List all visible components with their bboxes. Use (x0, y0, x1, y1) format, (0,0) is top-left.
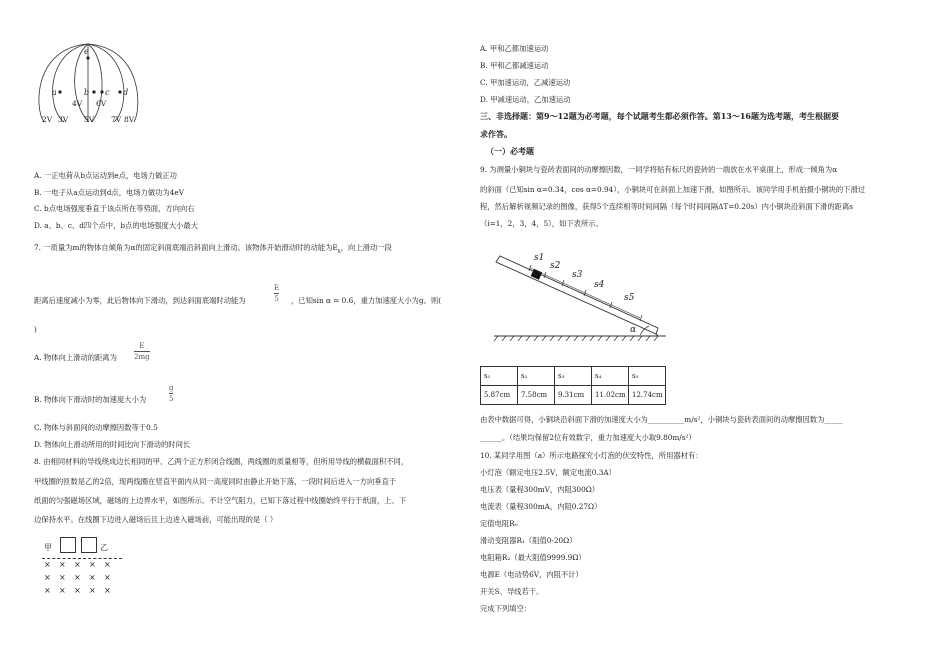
label-7v: 7V (111, 115, 122, 124)
q7-option-b: B. 物体向下滑动时的加速度大小为 (34, 395, 147, 404)
table-row (481, 386, 666, 405)
q9-stem-line4: （i=1，2，3，4，5），如下表所示。 (480, 219, 603, 228)
coil-jia (60, 537, 76, 553)
table-cell: 12.74cm (629, 386, 666, 405)
q10-item-source: 电源E（电动势6V，内阻不计） (480, 570, 583, 579)
q8-option-b: B. 甲和乙都减速运动 (480, 61, 549, 70)
magnetic-field-region (42, 558, 122, 559)
equipotential-figure (34, 38, 154, 130)
q8-stem-line1: 8. 由相同材料的导线绕成边长相同的甲、乙两个正方形闭合线圈，两线圈的质量相等，但所用导线的横截面积不同， (34, 457, 409, 466)
table-cell: 11.02cm (592, 386, 629, 405)
q8-stem-line4: 边保持水平。在线圈下边进入磁场后且上边进入磁场前，可能出现的是（ ） (34, 515, 278, 524)
q10-item-switch: 开关S、导线若干。 (480, 587, 544, 596)
table-cell: 5.87cm (481, 386, 518, 405)
q7-stem-line2: 距离后速度减小为零，此后物体向下滑动，到达斜面底端时动能为 (34, 296, 246, 305)
incline-label-s4: s4 (594, 280, 605, 290)
table-header-cell: s₅ (629, 367, 666, 386)
field-cross-mark: × (89, 560, 96, 569)
field-cross-mark: × (59, 573, 66, 582)
q9-stem-line2: 的斜面（已知sin α=0.34，cos α=0.94），小铜块可在斜面上加速下滑，如图所示。该同学用手机拍摄小铜块的下滑过 (480, 185, 866, 194)
field-cross-mark: × (74, 586, 81, 595)
q8-stem-line3: 纸面的匀强磁场区域，磁场的上边界水平，如图所示。不计空气阻力，已知下落过程中线圈始终平行于纸面，上、下 (34, 496, 407, 505)
q9-tail-line2: ______。（结果均保留2位有效数字，重力加速度大小取9.80m/s²） (480, 433, 696, 442)
incline-label-s3: s3 (572, 270, 583, 280)
label-d: d (123, 88, 129, 97)
label-3v: 3V (58, 115, 69, 124)
q10-item-bulb: 小灯泡（额定电压2.5V，额定电流0.3A） (480, 468, 616, 477)
q8-option-d: D. 甲减速运动，乙加速运动 (480, 95, 571, 104)
table-header-row (481, 367, 666, 386)
q7-option-c: C. 物体与斜面间的动摩擦因数等于0.5 (34, 423, 158, 432)
field-cross-mark: × (44, 573, 51, 582)
coil-yi (81, 537, 97, 553)
incline-label-s5: s5 (624, 293, 635, 303)
q10-item-resistance-box: 电阻箱R₂（最大阻值9999.9Ω） (480, 553, 586, 562)
q10-item-ammeter: 电流表（量程300mA，内阻0.27Ω） (480, 502, 602, 511)
q9-stem-line1: 9. 为测量小铜块与瓷砖表面间的动摩擦因数，一同学将贴有标尺的瓷砖的一端放在水平桌面上，形成一倾角为α (480, 165, 838, 174)
field-cross-mark: × (104, 560, 111, 569)
q6-option-d: D. a、b、c、d四个点中，b点的电场强度大小最大 (34, 221, 199, 230)
section3-heading-line2: 求作答。 (480, 129, 512, 139)
q10-stem: 10. 某同学用图（a）所示电路探究小灯泡的伏安特性，所用器材有： (480, 451, 703, 460)
label-c: c (105, 88, 110, 97)
q10-item-r0: 定值电阻R₀ (480, 519, 518, 528)
q7-stem-line2-tail: ，已知sin α = 0.6，重力加速度大小为g。则( (291, 296, 442, 305)
field-cross-mark: × (44, 586, 51, 595)
q10-fill-prompt: 完成下列填空： (480, 604, 532, 613)
field-cross-mark: × (104, 573, 111, 582)
field-cross-mark: × (74, 573, 81, 582)
section3-heading-line1: 三、非选择题：第9～12题为必考题，每个试题考生都必须作答。第13～16题为选考题，考生根据要 (480, 111, 839, 121)
label-e: e (84, 47, 89, 56)
label-5v: 5V (84, 115, 95, 124)
q9-tail-line1: 由表中数据可得，小铜块沿斜面下滑的加速度大小为__________m/s²，小铜块与瓷砖表面间的动摩擦因数为_____ (480, 415, 843, 424)
label-6v: 6V (96, 99, 107, 108)
q6-option-b: B. 一电子从a点运动到d点，电场力做功为4eV (34, 188, 185, 197)
q7-paren-close: ) (34, 325, 37, 334)
coil-yi-label: 乙 (100, 543, 108, 552)
q10-item-rheostat: 滑动变阻器R₁（阻值0-20Ω） (480, 536, 577, 545)
coil-jia-label: 甲 (44, 543, 52, 552)
table-cell: 9.31cm (555, 386, 592, 405)
q6-option-c: C. b点电场强度垂直于该点所在等势面，方向向右 (34, 204, 195, 213)
q6-option-a: A. 一正电荷从b点运动到e点，电场力做正功 (34, 171, 177, 180)
subsection-required: （一）必考题 (486, 146, 534, 156)
table-cell: 7.58cm (518, 386, 555, 405)
label-8v: 8V (124, 115, 135, 124)
q7-option-d: D. 物体向上滑动所用的时间比向下滑动的时间长 (34, 440, 191, 449)
field-cross-mark: × (89, 586, 96, 595)
field-cross-mark: × (74, 560, 81, 569)
table-header-cell: s₁ (481, 367, 518, 386)
incline-label-s2: s2 (550, 261, 561, 271)
label-b: b (84, 88, 90, 97)
field-cross-mark: × (59, 560, 66, 569)
table-header-cell: s₂ (518, 367, 555, 386)
distance-table (480, 366, 666, 405)
q8-stem-line2: 甲线圈的匝数是乙的2倍，现两线圈在竖直平面内从同一高度同时由静止开始下落，一段时间后进入一方向垂直于 (34, 477, 397, 486)
q7-stem-line1: 7. 一质量为m的物体自倾角为α的固定斜面底端沿斜面向上滑动。该物体开始滑动时的动能为$E_k$，向上滑动一段 (34, 243, 392, 255)
field-cross-mark: × (89, 573, 96, 582)
q7-option-a-fraction: E 2mg (134, 342, 150, 362)
q7-option-b-fraction: g 5 (169, 384, 174, 404)
q8-option-a: A. 甲和乙都加速运动 (480, 44, 549, 53)
q8-option-c: C. 甲加速运动，乙减速运动 (480, 78, 571, 87)
table-header-cell: s₃ (555, 367, 592, 386)
incline-label-s1: s1 (534, 253, 545, 263)
field-cross-mark: × (104, 586, 111, 595)
field-cross-mark: × (59, 586, 66, 595)
q7-fraction: E 5 (274, 284, 280, 304)
table-header-cell: s₄ (592, 367, 629, 386)
incline-figure (490, 244, 670, 348)
q7-option-a: A. 物体向上滑动的距离为 (34, 353, 117, 362)
q9-stem-line3: 程，然后解析视频记录的图像，获得5个连续相等时间间隔（每个时间间隔ΔT=0.20s）内小铜块沿斜面下滑的距离s (480, 202, 853, 211)
field-cross-mark: × (44, 560, 51, 569)
label-a: a (52, 88, 57, 97)
left-column (34, 0, 454, 672)
label-4v: 4V (72, 99, 83, 108)
q10-item-voltmeter: 电压表（量程300mV，内阻300Ω） (480, 485, 600, 494)
right-column (480, 0, 920, 672)
label-2v: 2V (42, 115, 53, 124)
incline-angle-label: α (630, 325, 637, 335)
